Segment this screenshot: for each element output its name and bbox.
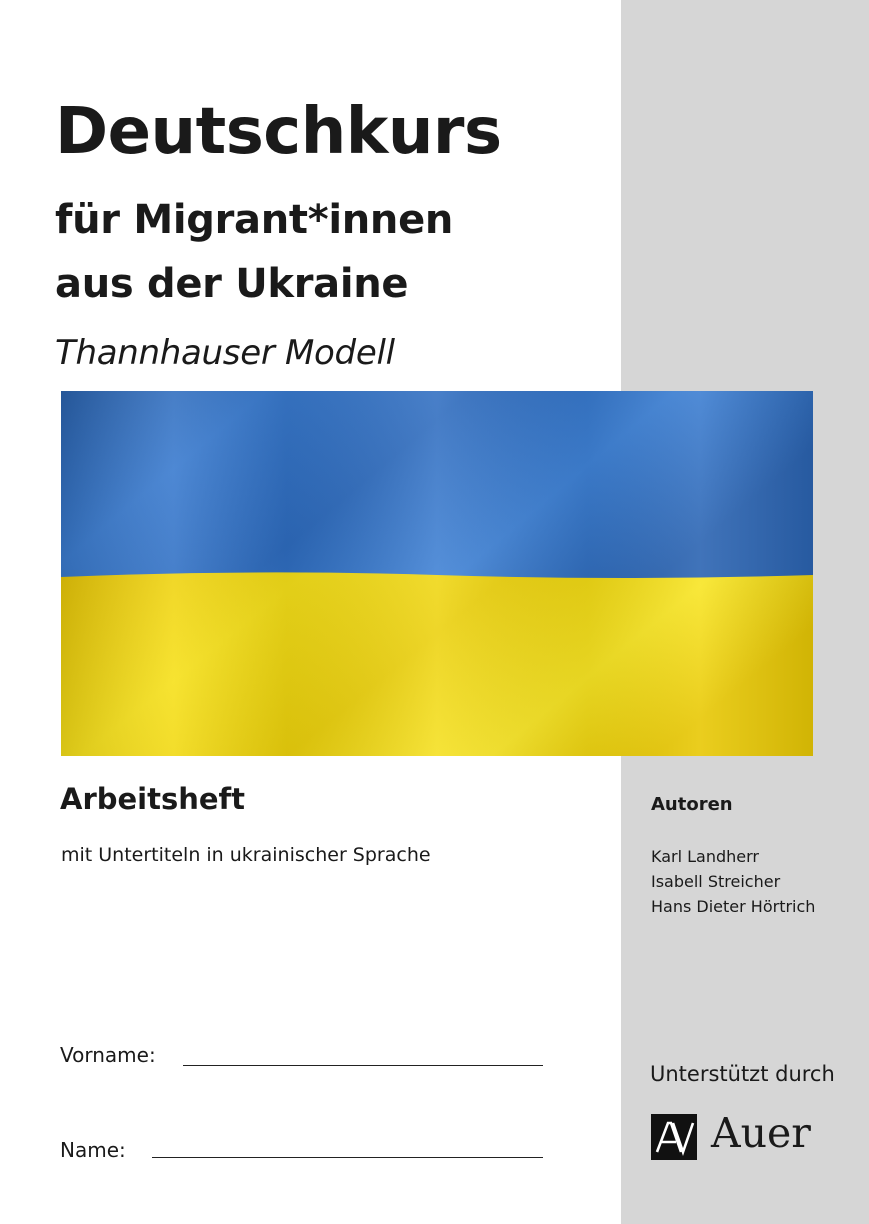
publisher-logo-word: Auer [711, 1109, 811, 1157]
supported-by-text: Unterstützt durch [650, 1062, 835, 1086]
ukraine-flag-image [61, 391, 813, 756]
name-line [152, 1157, 543, 1158]
author-name: Isabell Streicher [651, 872, 781, 891]
publisher-logo-mark [651, 1114, 697, 1160]
first-name-label: Vorname: [60, 1043, 156, 1067]
model-name: Thannhauser Modell [55, 333, 395, 373]
name-label: Name: [60, 1138, 126, 1162]
workbook-subtitle: mit Untertiteln in ukrainischer Sprache [61, 844, 431, 866]
workbook-title: Arbeitsheft [60, 782, 246, 816]
cover-subtitle-line1: für Migrant*innen [55, 197, 454, 243]
first-name-line [183, 1065, 543, 1066]
author-name: Karl Landherr [651, 847, 759, 866]
author-name: Hans Dieter Hörtrich [651, 897, 816, 916]
cover-subtitle-line2: aus der Ukraine [55, 261, 409, 307]
authors-heading: Autoren [651, 794, 733, 815]
cover-title: Deutschkurs [55, 95, 502, 169]
